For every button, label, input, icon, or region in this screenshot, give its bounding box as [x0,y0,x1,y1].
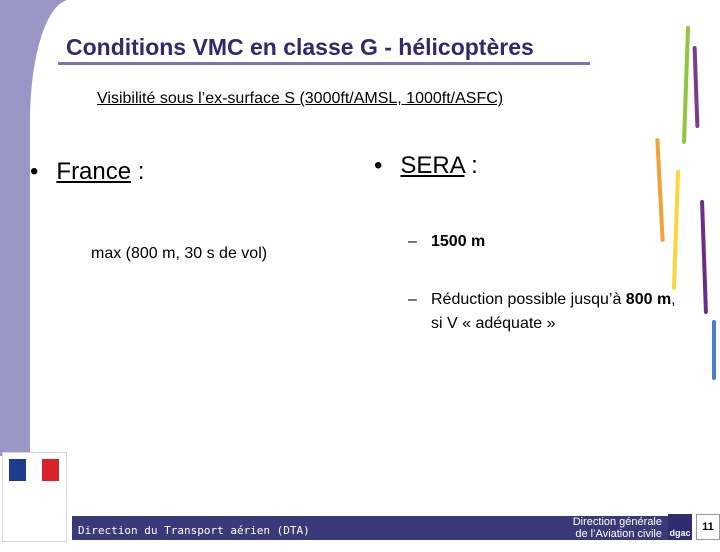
dash: – [408,291,417,308]
bullet-dot: • [374,152,383,179]
deco-stroke-green [682,26,690,144]
dash: – [408,233,417,250]
marianne-flag-icon [9,459,59,481]
deco-stroke-blue [712,320,716,380]
sera-item-text: , si V « adéquate » [431,291,676,332]
deco-stroke-purple-2 [700,200,708,314]
france-heading: France [56,158,132,185]
deco-stroke-purple [693,46,700,128]
sera-colon: : [464,152,478,179]
footer-dgac-name [554,516,662,540]
slide-subtitle: Visibilité sous l’ex-surface S (3000ft/AMSL, 1000ft/ASFC) [97,90,504,107]
france-colon: : [131,158,145,185]
ministry-logo [2,452,67,542]
france-detail: max (800 m, 30 s de vol) [91,245,268,262]
dgac-line-1: Direction générale [572,516,662,528]
deco-stroke-orange [655,138,664,242]
title-underline [58,62,590,65]
dgac-logo-icon: dgac [668,514,692,540]
page-number: 11 [696,514,720,540]
sera-item-value: 1500 m [431,233,486,250]
sidebar-curve [30,0,90,520]
dgac-line-2: de l’Aviation civile [575,528,662,540]
sera-item-pre: Réduction possible jusqu’à [431,291,626,308]
bullet-france [30,158,144,186]
sera-item-reduction [408,288,688,336]
sera-item-value: 800 m [625,291,672,308]
footer-service: Direction du Transport aérien (DTA) [78,524,310,537]
logo-ministry-text [7,501,63,506]
logo-caption [7,485,63,490]
slide-title: Conditions VMC en classe G - hélicoptères [66,34,534,60]
sera-heading: SERA [400,152,465,179]
bullet-dot: • [30,158,39,185]
bullet-sera [374,152,478,180]
